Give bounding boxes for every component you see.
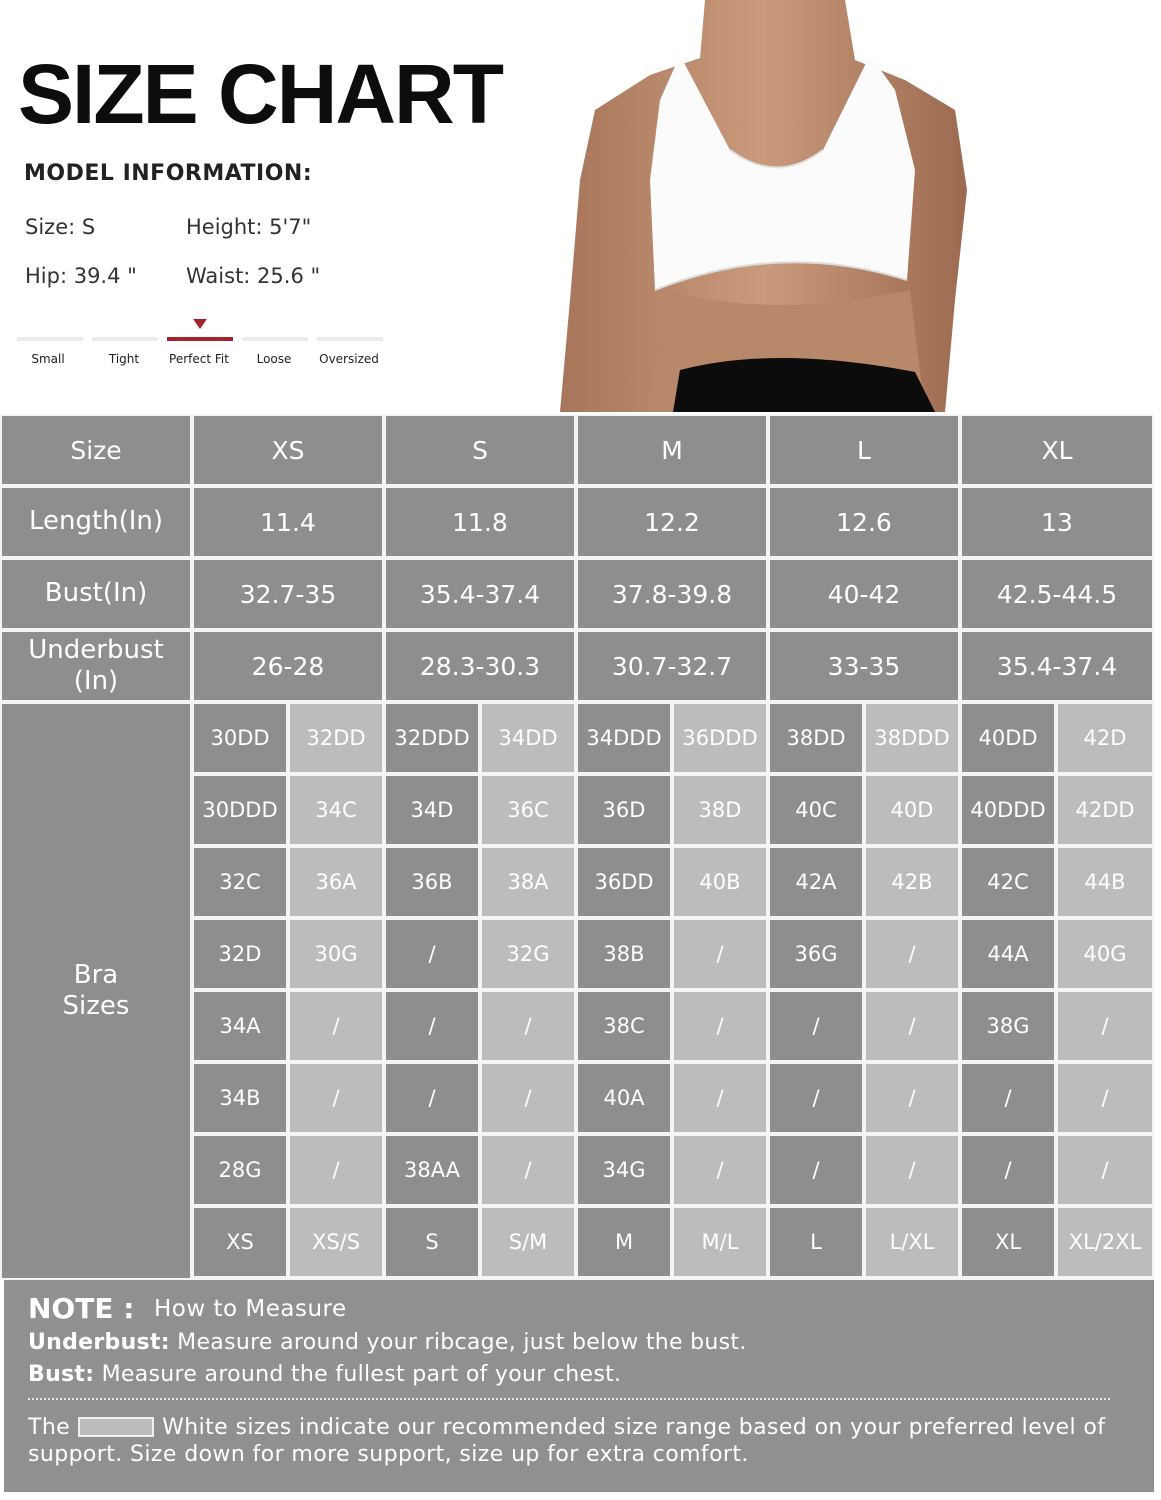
note-underbust — [28, 1330, 747, 1355]
bra-size-cell: / — [1058, 1136, 1152, 1204]
bra-size-cell: S — [386, 1208, 478, 1276]
bra-size-cell: / — [290, 1064, 382, 1132]
bra-size-cell: 28G — [194, 1136, 286, 1204]
table-cell: 13 — [962, 488, 1152, 556]
fit-segment-oversized — [317, 337, 383, 341]
note-divider — [28, 1398, 1110, 1400]
bra-size-cell: 32DDD — [386, 704, 478, 772]
table-cell: 42.5-44.5 — [962, 560, 1152, 628]
fit-label-small: Small — [31, 352, 65, 366]
bra-size-cell: 34C — [290, 776, 382, 844]
model-figure-icon — [555, 0, 995, 412]
bra-size-cell: / — [674, 992, 766, 1060]
table-header-size: Size — [2, 416, 190, 484]
fit-label-oversized: Oversized — [319, 352, 379, 366]
bra-size-cell: 42D — [1058, 704, 1152, 772]
measure-note — [4, 1280, 1154, 1492]
note-bust-text: Measure around the fullest part of your chest. — [101, 1362, 622, 1387]
bra-size-cell: 34D — [386, 776, 478, 844]
bra-size-cell: 36DD — [578, 848, 670, 916]
bra-size-cell: / — [866, 920, 958, 988]
model-hip: Hip: 39.4 " — [25, 264, 137, 288]
bra-size-cell: 40G — [1058, 920, 1152, 988]
table-cell: 40-42 — [770, 560, 958, 628]
row-label-length: Length(In) — [2, 488, 190, 556]
bra-size-cell: / — [1058, 992, 1152, 1060]
table-cell: 37.8-39.8 — [578, 560, 766, 628]
size-table — [0, 414, 1154, 1280]
bra-size-cell: XL — [962, 1208, 1054, 1276]
bra-size-cell: 44A — [962, 920, 1054, 988]
fit-segment-loose — [242, 337, 308, 341]
bra-size-cell: 32G — [482, 920, 574, 988]
bra-size-cell: 38DDD — [866, 704, 958, 772]
model-height: Height: 5'7" — [186, 215, 312, 239]
bra-size-cell: / — [386, 992, 478, 1060]
table-cell: 35.4-37.4 — [962, 632, 1152, 700]
row-label-bra-sizes: Bra Sizes — [2, 704, 190, 1278]
model-waist: Waist: 25.6 " — [186, 264, 321, 288]
bra-size-cell: 36DDD — [674, 704, 766, 772]
bra-size-cell: / — [866, 992, 958, 1060]
table-header-xl: XL — [962, 416, 1152, 484]
fit-marker-icon — [193, 319, 207, 329]
bra-size-cell: 40D — [866, 776, 958, 844]
table-cell: 12.6 — [770, 488, 958, 556]
bra-size-cell: XS — [194, 1208, 286, 1276]
model-photo — [555, 0, 995, 412]
bra-size-cell: 38B — [578, 920, 670, 988]
bra-size-cell: 32C — [194, 848, 286, 916]
bra-size-cell: / — [770, 1136, 862, 1204]
row-label-underbust: Underbust (In) — [2, 632, 190, 700]
bra-size-cell: / — [770, 992, 862, 1060]
bra-size-cell: 38DD — [770, 704, 862, 772]
bra-size-cell: 42A — [770, 848, 862, 916]
bra-size-cell: 38AA — [386, 1136, 478, 1204]
table-cell: 26-28 — [194, 632, 382, 700]
table-cell: 33-35 — [770, 632, 958, 700]
bra-size-cell: S/M — [482, 1208, 574, 1276]
fit-label-loose: Loose — [256, 352, 292, 366]
bra-size-cell: XS/S — [290, 1208, 382, 1276]
note-bust — [28, 1362, 621, 1387]
bra-size-cell: / — [290, 992, 382, 1060]
bra-size-cell: 32DD — [290, 704, 382, 772]
page-title: SIZE CHART — [18, 47, 502, 141]
fit-label-perfect: Perfect Fit — [169, 352, 229, 366]
bra-size-cell: 40A — [578, 1064, 670, 1132]
bra-size-cell: 36A — [290, 848, 382, 916]
table-cell: 11.4 — [194, 488, 382, 556]
model-info-heading: MODEL INFORMATION: — [24, 161, 313, 186]
bra-size-cell: 30DD — [194, 704, 286, 772]
model-size: Size: S — [25, 215, 96, 239]
bra-size-cell: 38G — [962, 992, 1054, 1060]
bra-size-cell: 36B — [386, 848, 478, 916]
bra-size-cell: 42B — [866, 848, 958, 916]
fit-label-tight: Tight — [108, 352, 140, 366]
bra-size-cell: / — [770, 1064, 862, 1132]
bra-size-cell: / — [1058, 1064, 1152, 1132]
note-legend — [28, 1414, 1118, 1468]
table-cell: 12.2 — [578, 488, 766, 556]
bra-size-cell: 36C — [482, 776, 574, 844]
legend-swatch-icon — [78, 1417, 154, 1437]
bra-size-cell: M/L — [674, 1208, 766, 1276]
bra-size-cell: / — [386, 1064, 478, 1132]
bra-size-cell: / — [674, 1064, 766, 1132]
bra-size-cell: / — [386, 920, 478, 988]
bra-size-cell: XL/2XL — [1058, 1208, 1152, 1276]
bra-size-cell: 34A — [194, 992, 286, 1060]
note-underbust-term: Underbust: — [28, 1330, 170, 1355]
bra-size-cell: 42DD — [1058, 776, 1152, 844]
table-header-l: L — [770, 416, 958, 484]
row-label-bust: Bust(In) — [2, 560, 190, 628]
table-header-xs: XS — [194, 416, 382, 484]
table-header-s: S — [386, 416, 574, 484]
note-bust-term: Bust: — [28, 1362, 95, 1387]
note-title: NOTE : — [28, 1292, 135, 1325]
bra-size-cell: / — [482, 1136, 574, 1204]
table-cell: 11.8 — [386, 488, 574, 556]
bra-size-cell: 40B — [674, 848, 766, 916]
bra-size-cell: / — [290, 1136, 382, 1204]
bra-size-cell: 34DD — [482, 704, 574, 772]
table-cell: 28.3-30.3 — [386, 632, 574, 700]
bra-size-cell: / — [674, 1136, 766, 1204]
bra-size-cell: 36D — [578, 776, 670, 844]
bra-size-cell: 44B — [1058, 848, 1152, 916]
bra-size-cell: / — [482, 1064, 574, 1132]
table-cell: 32.7-35 — [194, 560, 382, 628]
note-underbust-text: Measure around your ribcage, just below the bust. — [177, 1330, 747, 1355]
bra-size-cell: 38D — [674, 776, 766, 844]
bra-size-cell: / — [866, 1136, 958, 1204]
table-cell: 30.7-32.7 — [578, 632, 766, 700]
bra-size-cell: L — [770, 1208, 862, 1276]
bra-size-cell: 38A — [482, 848, 574, 916]
legend-before: The — [28, 1415, 71, 1440]
fit-segment-tight — [92, 337, 158, 341]
bra-size-cell: / — [482, 992, 574, 1060]
bra-size-cell: 40C — [770, 776, 862, 844]
bra-size-cell: 32D — [194, 920, 286, 988]
bra-size-cell: 36G — [770, 920, 862, 988]
bra-size-cell: 40DDD — [962, 776, 1054, 844]
bra-size-cell: M — [578, 1208, 670, 1276]
note-subtitle: How to Measure — [154, 1296, 347, 1322]
bra-size-cell: / — [674, 920, 766, 988]
bra-size-cell: 34DDD — [578, 704, 670, 772]
bra-size-cell: / — [962, 1064, 1054, 1132]
fit-segment-perfect — [167, 337, 233, 341]
bra-size-cell: / — [962, 1136, 1054, 1204]
bra-size-cell: 34G — [578, 1136, 670, 1204]
table-cell: 35.4-37.4 — [386, 560, 574, 628]
table-header-m: M — [578, 416, 766, 484]
bra-size-cell: 30DDD — [194, 776, 286, 844]
bra-size-cell: / — [866, 1064, 958, 1132]
legend-after: White sizes indicate our recommended size range based on your preferred level of support. Size down for more support, size up for extra comfort. — [28, 1415, 1106, 1467]
bra-size-cell: 30G — [290, 920, 382, 988]
bra-size-cell: L/XL — [866, 1208, 958, 1276]
fit-segment-small — [17, 337, 83, 341]
bra-size-cell: 42C — [962, 848, 1054, 916]
bra-size-cell: 40DD — [962, 704, 1054, 772]
bra-size-cell: 34B — [194, 1064, 286, 1132]
bra-size-cell: 38C — [578, 992, 670, 1060]
